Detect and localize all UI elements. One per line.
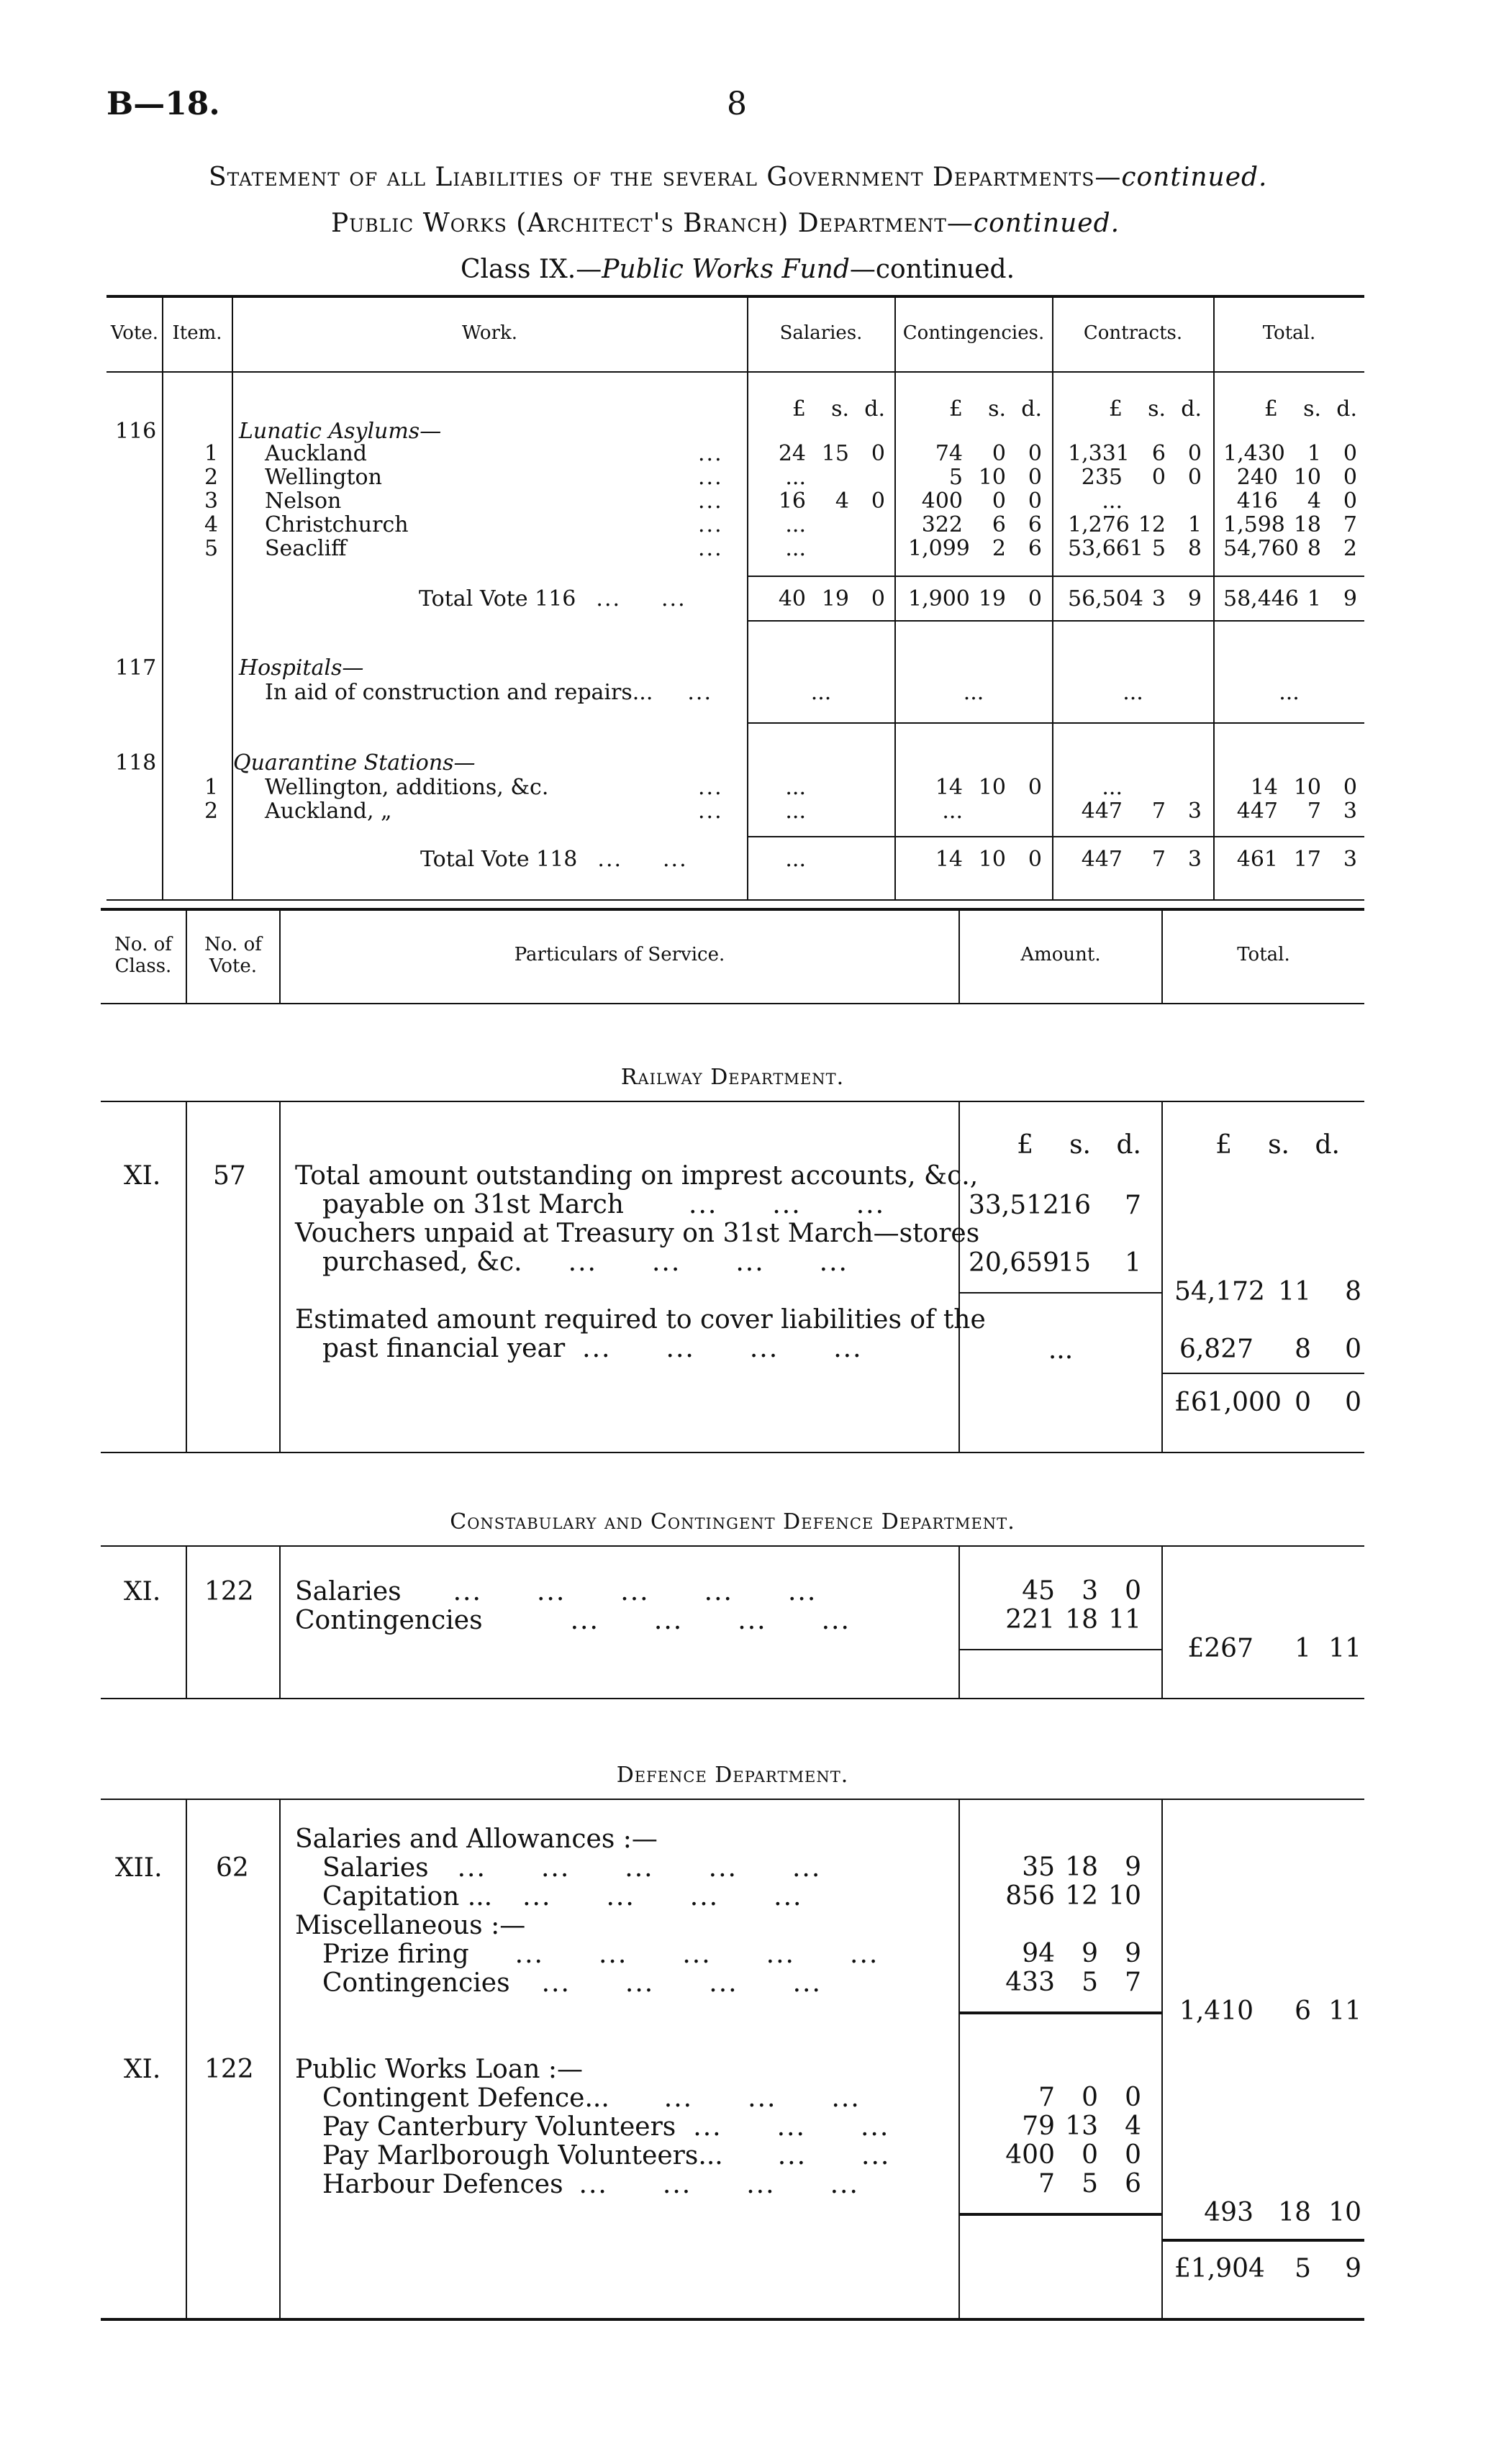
header-no-of-vote: No. of Vote. [204, 934, 262, 977]
work-name: Wellington ... [265, 465, 723, 490]
header-total: Total. [1262, 322, 1316, 344]
value-tot: 1,598 18 7 [1223, 512, 1357, 537]
total-con: 14 10 0 [935, 847, 1042, 872]
defence-group2-total: 493 18 10 [1204, 2198, 1361, 2227]
total-ctr: 56,504 3 9 [1068, 586, 1202, 612]
defence-amount-contingent-defence: 7 0 0 [1038, 2083, 1141, 2112]
value-sal: 24 15 0 [778, 441, 885, 466]
defence-canterbury-line: Pay Canterbury Volunteers ... ... ... [322, 2112, 890, 2142]
value-tot: 447 7 3 [1236, 799, 1357, 824]
value-ctr: 235 0 0 [1081, 465, 1202, 490]
value-sal: ... [785, 465, 806, 490]
total-tot: 461 17 3 [1236, 847, 1357, 872]
value-tot: 54,760 8 2 [1223, 536, 1357, 561]
header-no-of-class: No. of Class. [114, 934, 172, 977]
hospitals-salaries: ... [810, 680, 832, 705]
work-name: Auckland ... [265, 441, 723, 466]
title-line-3: Class IX.—Public Works Fund—continued. [461, 255, 1015, 284]
defence-public-works-loan-heading: Public Works Loan :— [295, 2055, 584, 2084]
hospitals-line: In aid of construction and repairs... ... [265, 680, 712, 705]
hospitals-total: ... [1279, 680, 1300, 705]
value-sal: ... [785, 536, 806, 561]
defence-prize-firing-line: Prize firing ... ... ... ... ... [322, 1940, 879, 1969]
item-number: 3 [204, 488, 219, 514]
railway-amount-1: 33,512 16 7 [969, 1191, 1141, 1220]
total-vote-116-label: Total Vote 116 ... ... [419, 586, 686, 612]
item-number: 2 [204, 799, 219, 824]
work-name: Wellington, additions, &c. ... [265, 775, 723, 800]
work-name: Christchurch ... [265, 512, 723, 537]
defence-marlborough-line: Pay Marlborough Volunteers... ... ... [322, 2141, 891, 2170]
hospitals-contracts: ... [1123, 680, 1143, 705]
railway-amount-3: ... [1048, 1335, 1074, 1365]
value-con: 1,099 2 6 [908, 536, 1042, 561]
defence-capitation-line: Capitation ... ... ... ... ... [322, 1882, 803, 1911]
header-contingencies: Contingencies. [902, 322, 1045, 344]
defence-salaries-allowances-heading: Salaries and Allowances :— [295, 1824, 658, 1854]
constabulary-vote: 122 [204, 1577, 254, 1606]
defence-contingencies-line: Contingencies ... ... ... ... [322, 1968, 822, 1998]
quarantine-stations-heading: Quarantine Stations— [233, 750, 476, 776]
item-number: 1 [204, 775, 219, 800]
railway-line-1: Total amount outstanding on imprest accounts, &c., [295, 1161, 979, 1191]
railway-total-1: 54,172 11 8 [1174, 1277, 1361, 1306]
constabulary-title: Constabulary and Contingent Defence Department. [450, 1509, 1015, 1535]
defence-salaries-line: Salaries ... ... ... ... ... [322, 1853, 822, 1883]
value-ctr: 53,661 5 8 [1068, 536, 1202, 561]
title-line-2: Public Works (Architect's Branch) Department—continued. [331, 209, 1120, 238]
constabulary-line-1: Salaries ... ... ... ... ... [295, 1577, 817, 1606]
item-number: 4 [204, 512, 219, 537]
value-con: 400 0 0 [921, 488, 1042, 514]
hospitals-heading: Hospitals— [239, 655, 364, 681]
defence-group1-class: XII. [115, 1853, 163, 1883]
value-sal: ... [785, 775, 806, 800]
railway-line-5: Estimated amount required to cover liabilities of the [295, 1305, 986, 1335]
currency-salaries: £ s. d. [792, 396, 885, 422]
value-ctr: 447 7 3 [1081, 799, 1202, 824]
constabulary-total: £267 1 11 [1187, 1634, 1361, 1663]
defence-amount-canterbury: 79 13 4 [1022, 2111, 1141, 2141]
defence-group1-vote: 62 [216, 1853, 249, 1883]
total-ctr: 447 7 3 [1081, 847, 1202, 872]
railway-line-6: past financial year ... ... ... ... [322, 1334, 863, 1363]
defence-harbour-line: Harbour Defences ... ... ... ... [322, 2170, 859, 2199]
defence-amount-harbour: 7 5 6 [1038, 2169, 1141, 2199]
total-con: 1,900 19 0 [908, 586, 1042, 612]
value-ctr: 1,331 6 0 [1068, 441, 1202, 466]
value-ctr: 1,276 12 1 [1068, 512, 1202, 537]
railway-line-3: Vouchers unpaid at Treasury on 31st March—stores [295, 1219, 980, 1248]
lunatic-asylums-heading: Lunatic Asylums— [239, 419, 442, 444]
defence-group1-total: 1,410 6 11 [1179, 1996, 1361, 2026]
value-sal: 16 4 0 [778, 488, 885, 514]
work-name: Auckland, „ ... [265, 799, 723, 824]
currency-contracts: £ s. d. [1108, 396, 1202, 422]
railway-title: Railway Department. [620, 1065, 845, 1090]
work-name: Nelson ... [265, 488, 723, 514]
total-sal: 40 19 0 [778, 586, 885, 612]
header-vote: Vote. [110, 322, 159, 344]
title-line-1: Statement of all Liabilities of the several Government Departments—continued. [209, 163, 1268, 192]
defence-group2-vote: 122 [204, 2055, 254, 2084]
railway-line-4: purchased, &c. ... ... ... ... [322, 1247, 848, 1277]
value-con: 322 6 6 [921, 512, 1042, 537]
item-number: 1 [204, 441, 219, 466]
value-ctr: ... [1102, 488, 1123, 514]
railway-total-2: 6,827 8 0 [1179, 1335, 1361, 1364]
constabulary-line-2: Contingencies ... ... ... ... [295, 1606, 851, 1635]
defence-grand-total: £1,904 5 9 [1174, 2254, 1361, 2283]
work-name: Seacliff ... [265, 536, 723, 561]
value-con: 5 10 0 [948, 465, 1042, 490]
value-tot: 1,430 1 0 [1223, 441, 1357, 466]
item-number: 5 [204, 536, 219, 561]
header-particulars: Particulars of Service. [514, 944, 725, 965]
value-sal: ... [785, 799, 806, 824]
defence-amount-salaries: 35 18 9 [1022, 1852, 1141, 1882]
page-number: 8 [727, 86, 747, 122]
defence-contingent-defence-line: Contingent Defence... ... ... ... [322, 2083, 861, 2113]
header-service-total: Total. [1237, 944, 1290, 965]
railway-total-currency: £ s. d. [1215, 1130, 1340, 1160]
page-reference: B—18. [106, 86, 220, 122]
railway-vote: 57 [213, 1161, 246, 1191]
value-con: 14 10 0 [935, 775, 1042, 800]
value-con: ... [942, 799, 963, 824]
total-vote-118-label: Total Vote 118 ... ... [420, 847, 688, 872]
vote-118: 118 [115, 750, 157, 776]
defence-group2-class: XI. [124, 2055, 161, 2084]
defence-amount-marlborough: 400 0 0 [1005, 2140, 1141, 2170]
total-sal: ... [785, 847, 806, 872]
value-ctr: ... [1102, 775, 1123, 800]
defence-title: Defence Department. [616, 1763, 849, 1788]
header-item: Item. [172, 322, 222, 344]
hospitals-contingencies: ... [963, 680, 984, 705]
constabulary-amount-2: 221 18 11 [1005, 1605, 1141, 1635]
total-tot: 58,446 1 9 [1223, 586, 1357, 612]
header-work: Work. [461, 322, 518, 344]
railway-amount-currency: £ s. d. [1017, 1130, 1141, 1160]
defence-amount-contingencies: 433 5 7 [1005, 1968, 1141, 1997]
currency-total: £ s. d. [1264, 396, 1357, 422]
defence-amount-prize-firing: 94 9 9 [1022, 1939, 1141, 1968]
header-contracts: Contracts. [1083, 322, 1183, 344]
railway-line-2: payable on 31st March ... ... ... [322, 1190, 886, 1219]
value-sal: ... [785, 512, 806, 537]
railway-class: XI. [124, 1161, 161, 1191]
header-amount: Amount. [1020, 944, 1101, 965]
railway-amount-2: 20,659 15 1 [969, 1248, 1141, 1278]
currency-contingencies: £ s. d. [948, 396, 1042, 422]
value-tot: 416 4 0 [1236, 488, 1357, 514]
header-salaries: Salaries. [779, 322, 863, 344]
value-con: 74 0 0 [935, 441, 1042, 466]
railway-grand-total: £61,000 0 0 [1174, 1388, 1361, 1417]
vote-116: 116 [115, 419, 157, 444]
value-tot: 14 10 0 [1250, 775, 1357, 800]
defence-amount-capitation: 856 12 10 [1005, 1881, 1141, 1911]
vote-117: 117 [115, 655, 157, 681]
constabulary-amount-1: 45 3 0 [1022, 1576, 1141, 1606]
defence-miscellaneous-heading: Miscellaneous :— [295, 1911, 526, 1940]
constabulary-class: XI. [124, 1577, 161, 1606]
value-tot: 240 10 0 [1236, 465, 1357, 490]
item-number: 2 [204, 465, 219, 490]
